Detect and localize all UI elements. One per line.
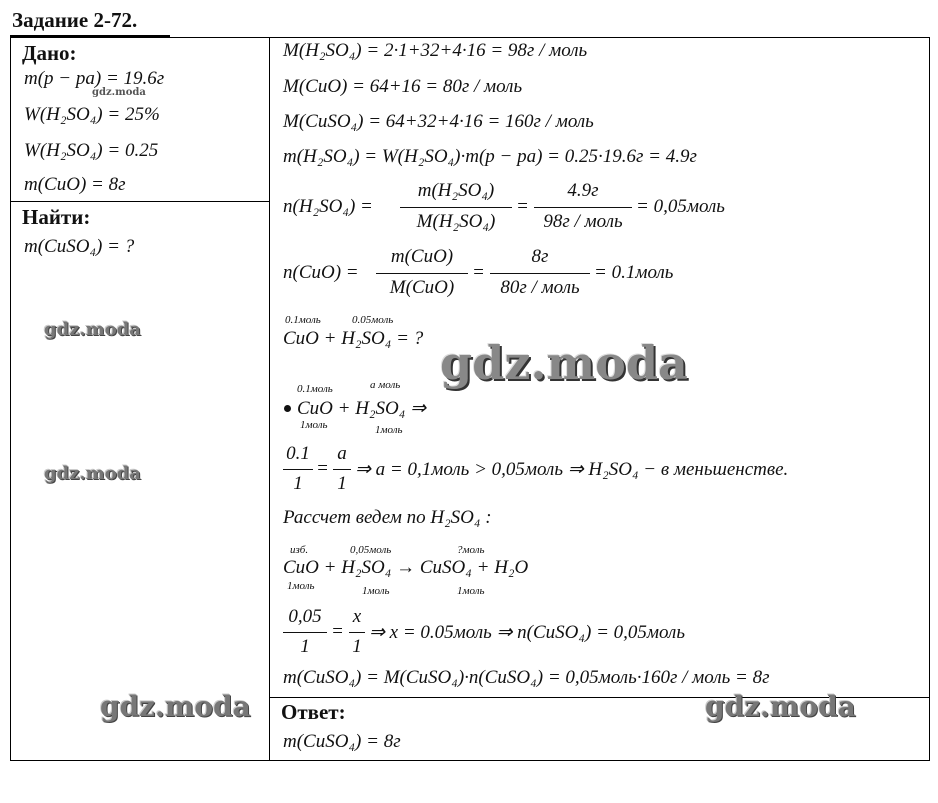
n-h2so4-den1: M(H₂SO₄) xyxy=(416,211,496,232)
fraction-bar xyxy=(490,273,590,274)
find-line: m(CuSO₄) = ? xyxy=(24,236,135,257)
watermark: gdz.moda xyxy=(440,336,688,390)
n-cuo-den2: 80г / моль xyxy=(500,277,580,298)
reaction2-amount-cuo: 0.1моль xyxy=(297,383,333,395)
reaction1-equation: CuO + H₂SO₄ = ? xyxy=(283,328,424,349)
n-h2so4-num2: 4.9г xyxy=(567,180,599,201)
reaction2-amount-acid: a моль xyxy=(370,379,401,391)
n-cuo-result: = 0.1моль xyxy=(594,262,674,283)
task-title: Задание 2-72. xyxy=(12,8,138,32)
calculation-note: Рассчет ведем по H₂SO₄ : xyxy=(283,507,492,528)
reaction2-equation: CuO + H₂SO₄ ⇒ xyxy=(297,398,427,419)
watermark: gdz.moda xyxy=(100,690,251,723)
column-divider xyxy=(269,37,270,760)
watermark: gdz.moda xyxy=(705,690,856,723)
prop2-num1: 0,05 xyxy=(288,606,322,627)
reaction3-coef-product: 1моль xyxy=(457,585,485,597)
watermark: gdz.moda xyxy=(92,87,146,98)
n-cuo-eq: = xyxy=(472,262,485,283)
reaction3-amount-product: ?моль xyxy=(457,544,485,556)
answer-heading: Ответ: xyxy=(281,700,346,724)
answer-line: m(CuSO₄) = 8г xyxy=(283,731,401,752)
n-h2so4-num1: m(H₂SO₄) xyxy=(417,180,495,201)
n-cuo-den1: M(CuO) xyxy=(389,277,455,298)
mass-h2so4: m(H₂SO₄) = W(H₂SO₄)·m(p − pa) = 0.25·19.6г = 4.9г xyxy=(283,146,697,167)
molar-mass-h2so4: M(H₂SO₄) = 2·1+32+4·16 = 98г / моль xyxy=(283,40,588,61)
prop1-den2: 1 xyxy=(337,473,347,494)
reaction3-coef-cuo: 1моль xyxy=(287,580,315,592)
prop1-conclusion: ⇒ a = 0,1моль > 0,05моль ⇒ H₂SO₄ − в меньшенстве. xyxy=(355,459,789,480)
fraction-bar xyxy=(283,469,313,470)
final-mass-calculation: m(CuSO₄) = M(CuSO₄)·n(CuSO₄) = 0,05моль·160г / моль = 8г xyxy=(283,667,770,688)
n-cuo-num2: 8г xyxy=(531,246,549,267)
n-cuo-num1: m(CuO) xyxy=(390,246,454,267)
reaction3-excess-label: изб. xyxy=(290,544,309,556)
reaction1-amount-cuo: 0.1моль xyxy=(285,314,321,326)
n-h2so4-den2: 98г / моль xyxy=(543,211,623,232)
watermark: gdz.moda xyxy=(44,319,141,340)
given-line: W(H₂SO₄) = 0.25 xyxy=(24,140,159,161)
given-find-divider xyxy=(10,201,270,202)
fraction-bar xyxy=(400,207,512,208)
given-line: m(CuO) = 8г xyxy=(24,174,126,195)
find-heading: Найти: xyxy=(22,205,91,229)
prop1-den1: 1 xyxy=(293,473,303,494)
reaction2-coef-cuo: 1моль xyxy=(300,419,328,431)
prop1-num2: a xyxy=(337,443,347,464)
prop1-num1: 0.1 xyxy=(286,443,310,464)
molar-mass-cuo: M(CuO) = 64+16 = 80г / моль xyxy=(283,76,523,97)
fraction-bar xyxy=(333,469,351,470)
fraction-bar xyxy=(349,632,365,633)
watermark: gdz.moda xyxy=(44,463,141,484)
fraction-bar xyxy=(534,207,632,208)
n-h2so4-result: = 0,05моль xyxy=(636,196,725,217)
n-cuo-lhs: n(CuO) = xyxy=(283,262,359,283)
prop2-num2: x xyxy=(352,606,362,627)
n-h2so4-lhs: n(H₂SO₄) = xyxy=(283,196,373,217)
reaction3-amount-acid: 0,05моль xyxy=(350,544,392,556)
reaction3-coef-acid: 1моль xyxy=(362,585,390,597)
n-h2so4-eq: = xyxy=(516,196,529,217)
prop2-conclusion: ⇒ x = 0.05моль ⇒ n(CuSO₄) = 0,05моль xyxy=(369,622,685,643)
molar-mass-cuso4: M(CuSO₄) = 64+32+4·16 = 160г / моль xyxy=(283,111,594,132)
fraction-bar xyxy=(376,273,468,274)
prop1-eq: = xyxy=(316,458,329,479)
prop2-eq: = xyxy=(331,621,344,642)
reaction3-equation: CuO + H₂SO₄ → CuSO₄ + H₂O xyxy=(283,557,529,578)
bullet-icon xyxy=(284,405,291,412)
prop2-den2: 1 xyxy=(352,636,362,657)
fraction-bar xyxy=(283,632,327,633)
given-heading: Дано: xyxy=(22,41,77,65)
reaction2-coef-acid: 1моль xyxy=(375,424,403,436)
reaction1-amount-acid: 0.05моль xyxy=(352,314,394,326)
prop2-den1: 1 xyxy=(300,636,310,657)
given-line: m(p − pa) = 19.6г xyxy=(24,68,165,89)
given-line: W(H₂SO₄) = 25% xyxy=(24,104,160,125)
